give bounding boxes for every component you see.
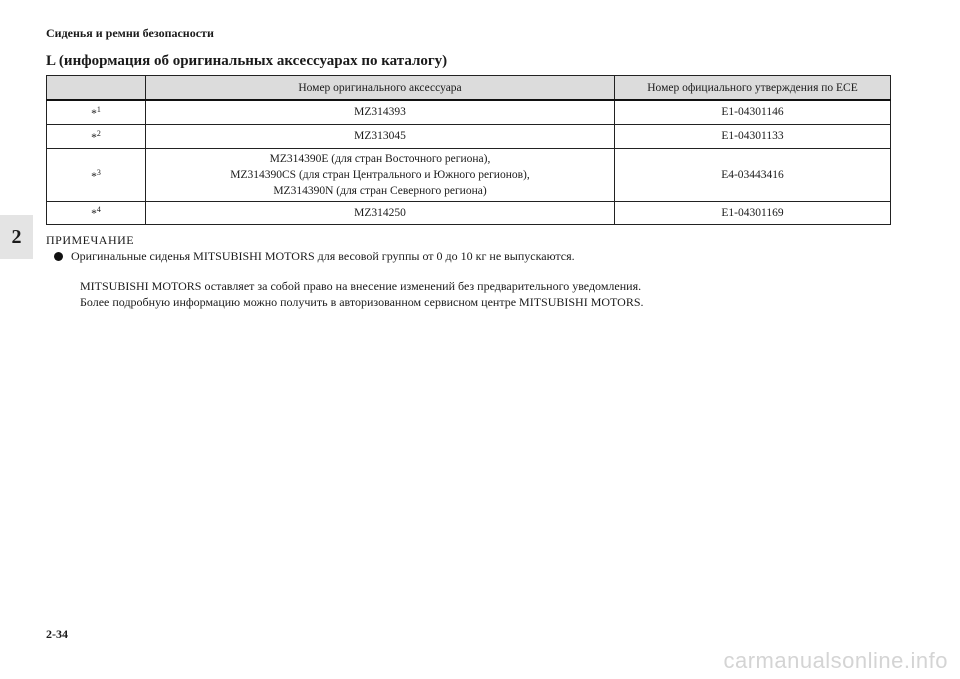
table-header-mark — [47, 76, 146, 101]
note-title: ПРИМЕЧАНИЕ — [46, 233, 135, 247]
accessory-line: MZ314390E (для стран Восточного региона), — [269, 152, 491, 165]
note-paragraph: MITSUBISHI MOTORS оставляет за собой право на внесение изменений без предварительного уведомления. — [80, 279, 642, 293]
row-approval-number: E4-03443416 — [615, 148, 891, 201]
row-accessory-number: MZ314250 — [146, 201, 615, 225]
row-mark: *$^2$ — [47, 124, 146, 148]
section-title: L (информация об оригинальных аксессуарах по каталогу) — [46, 53, 448, 69]
note-block — [46, 232, 644, 310]
row-accessory-number — [146, 148, 615, 201]
table-row — [47, 201, 891, 225]
row-accessory-number: MZ313045 — [146, 124, 615, 148]
note-bullet-item — [54, 248, 644, 264]
row-approval-number: E1-04301133 — [615, 124, 891, 148]
table-header-row — [47, 76, 891, 101]
row-mark: *$^3$ — [47, 148, 146, 201]
note-bullet-text: Оригинальные сиденья MITSUBISHI MOTORS для весовой группы от 0 до 10 кг не выпускаются. — [71, 249, 575, 263]
chapter-tab-number: 2 — [11, 225, 22, 248]
table-header-approval: Номер официального утверждения по ECE — [615, 76, 891, 101]
table-row — [47, 100, 891, 124]
table-row — [47, 148, 891, 201]
chapter-header: Сиденья и ремни безопасности — [46, 26, 214, 40]
row-accessory-number: MZ314393 — [146, 100, 615, 124]
row-mark: *$^4$ — [47, 201, 146, 225]
row-approval-number: E1-04301146 — [615, 100, 891, 124]
note-paragraph: Более подробную информацию можно получить в авторизованном сервисном центре MITSUBISHI MOTORS. — [80, 295, 644, 309]
table-row — [47, 124, 891, 148]
page-number: 2-34 — [46, 627, 68, 641]
row-approval-number: E1-04301169 — [615, 201, 891, 225]
row-mark: *$^1$ — [47, 100, 146, 124]
table-header-accessory: Номер оригинального аксессуара — [146, 76, 615, 101]
bullet-icon — [54, 252, 63, 261]
accessory-line: MZ314390N (для стран Северного региона) — [273, 184, 487, 197]
watermark: carmanualsonline.info — [723, 648, 948, 673]
accessory-line: MZ314390CS (для стран Центрального и Южного регионов), — [230, 168, 530, 181]
accessory-table — [46, 75, 891, 225]
chapter-tab — [0, 215, 33, 259]
